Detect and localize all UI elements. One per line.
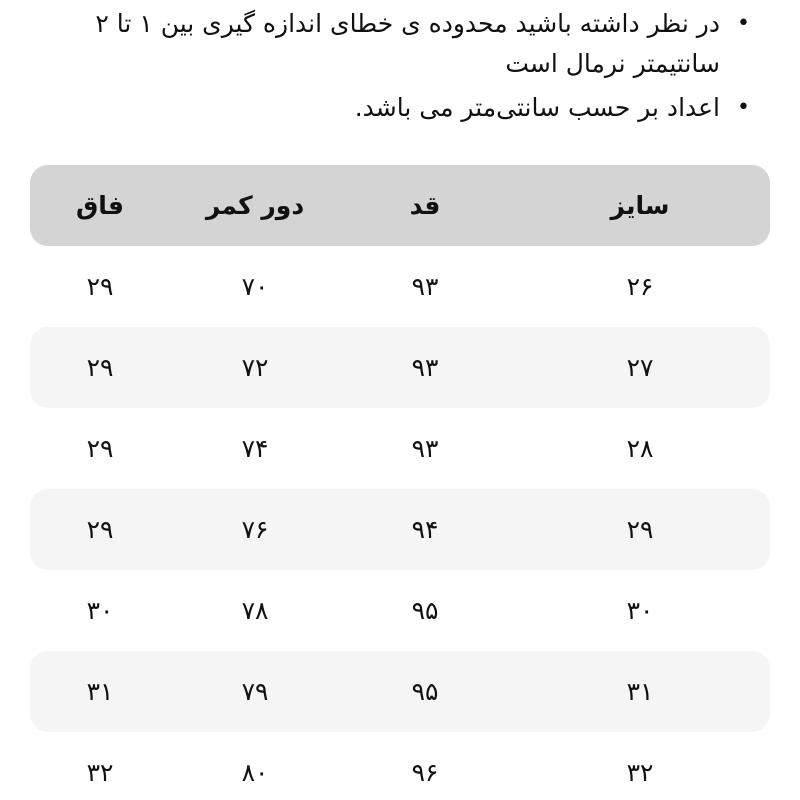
header-size: سایز (610, 191, 670, 220)
cell-height: ۹۵ (411, 677, 439, 706)
table-row (30, 489, 770, 570)
header-waist: دور کمر (205, 191, 305, 220)
table-row (30, 246, 770, 327)
cell-size: ۳۰ (626, 596, 654, 625)
cell-waist: ۷۹ (241, 677, 269, 706)
header-rise: فاق (75, 191, 125, 220)
table-row (30, 327, 770, 408)
cell-rise: ۲۹ (86, 515, 114, 544)
bullet-icon: • (737, 95, 750, 120)
cell-size: ۲۷ (626, 353, 654, 382)
size-table (30, 165, 770, 800)
note-text: اعداد بر حسب سانتی‌متر می باشد. (354, 93, 720, 122)
cell-rise: ۳۱ (86, 677, 114, 706)
note-item (30, 88, 750, 128)
cell-height: ۹۵ (411, 596, 439, 625)
cell-waist: ۷۲ (241, 353, 269, 382)
table-row (30, 408, 770, 489)
cell-waist: ۷۰ (241, 272, 269, 301)
table-row (30, 732, 770, 800)
note-text: در نظر داشته باشید محدوده ی خطای اندازه گیری بین ۱ تا ۲ سانتیمتر نرمال است (95, 9, 720, 78)
header-height: قد (409, 191, 441, 220)
note-item (30, 4, 750, 84)
cell-waist: ۸۰ (241, 758, 269, 787)
cell-size: ۳۱ (626, 677, 654, 706)
cell-height: ۹۳ (411, 434, 439, 463)
cell-waist: ۷۶ (241, 515, 269, 544)
cell-height: ۹۳ (411, 272, 439, 301)
table-row (30, 570, 770, 651)
cell-height: ۹۴ (411, 515, 439, 544)
cell-rise: ۲۹ (86, 272, 114, 301)
table-row (30, 651, 770, 732)
cell-waist: ۷۴ (241, 434, 269, 463)
bullet-icon: • (737, 11, 750, 36)
cell-height: ۹۳ (411, 353, 439, 382)
cell-waist: ۷۸ (241, 596, 269, 625)
cell-size: ۲۶ (626, 272, 654, 301)
cell-rise: ۳۲ (86, 758, 114, 787)
cell-rise: ۲۹ (86, 434, 114, 463)
cell-size: ۲۹ (626, 515, 654, 544)
cell-size: ۳۲ (626, 758, 654, 787)
cell-rise: ۲۹ (86, 353, 114, 382)
cell-size: ۲۸ (626, 434, 654, 463)
cell-height: ۹۶ (411, 758, 439, 787)
cell-rise: ۳۰ (86, 596, 114, 625)
notes-list (30, 4, 750, 132)
table-header-row (30, 165, 770, 246)
